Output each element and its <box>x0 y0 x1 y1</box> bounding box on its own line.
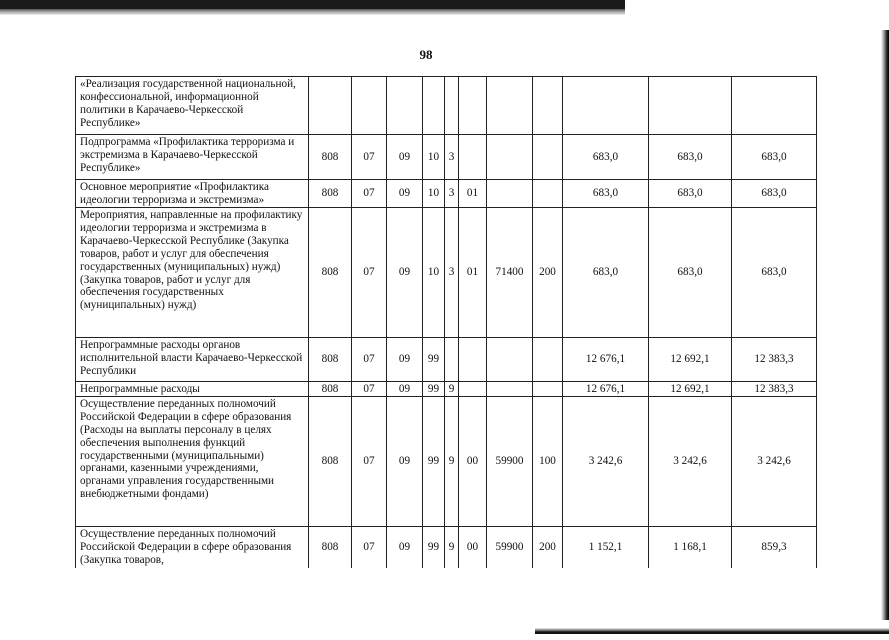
cell-value-2: 1 168,1 <box>649 526 732 568</box>
cell-code-2: 07 <box>352 526 387 568</box>
cell-code-5 <box>445 77 459 135</box>
scan-right-edge <box>881 30 889 620</box>
cell-value-3: 683,0 <box>732 208 817 338</box>
cell-code-7: 71400 <box>487 208 533 338</box>
cell-value-1 <box>563 77 649 135</box>
cell-value-2: 3 242,6 <box>649 396 732 526</box>
row-name: Непрограммные расходы органов исполнительной власти Карачаево-Черкесской Республики <box>76 338 309 382</box>
cell-code-8: 100 <box>533 396 563 526</box>
cell-code-8 <box>533 338 563 382</box>
cell-code-7 <box>487 382 533 397</box>
cell-code-7: 59900 <box>487 396 533 526</box>
cell-code-3: 09 <box>387 135 423 180</box>
cell-code-8 <box>533 77 563 135</box>
table-row <box>76 396 817 526</box>
cell-code-2: 07 <box>352 135 387 180</box>
cell-code-2: 07 <box>352 396 387 526</box>
cell-code-3: 09 <box>387 526 423 568</box>
cell-code-3: 09 <box>387 382 423 397</box>
page-number: 98 <box>419 47 433 62</box>
cell-code-8: 200 <box>533 208 563 338</box>
row-name: Осуществление переданных полномочий Российской Федерации в сфере образования (Расходы на выплаты персоналу в целях обеспечения выполнения функций государственными (муниципальными) органами, казенными учреждениями, органами управления государственными внебюджетными фондами) <box>76 396 309 526</box>
cell-value-3: 12 383,3 <box>732 338 817 382</box>
table-row <box>76 382 817 397</box>
cell-code-6: 01 <box>459 208 487 338</box>
cell-value-2 <box>649 77 732 135</box>
row-name: Непрограммные расходы <box>76 382 309 397</box>
cell-code-7 <box>487 338 533 382</box>
cell-code-4: 10 <box>423 135 445 180</box>
cell-code-6: 00 <box>459 526 487 568</box>
cell-code-1: 808 <box>309 396 352 526</box>
cell-value-1: 1 152,1 <box>563 526 649 568</box>
cell-value-2: 683,0 <box>649 135 732 180</box>
cell-code-4: 99 <box>423 526 445 568</box>
cell-code-7 <box>487 180 533 208</box>
table-row <box>76 180 817 208</box>
cell-value-1: 683,0 <box>563 180 649 208</box>
cell-value-1: 12 676,1 <box>563 382 649 397</box>
cell-code-3: 09 <box>387 208 423 338</box>
table-row <box>76 338 817 382</box>
cell-value-3: 3 242,6 <box>732 396 817 526</box>
table-row <box>76 135 817 180</box>
table-row <box>76 208 817 338</box>
cell-code-8: 200 <box>533 526 563 568</box>
cell-value-1: 683,0 <box>563 208 649 338</box>
cell-value-2: 683,0 <box>649 180 732 208</box>
table-row <box>76 526 817 568</box>
scan-bottom-border <box>535 628 889 634</box>
cell-code-4: 10 <box>423 180 445 208</box>
cell-code-8 <box>533 180 563 208</box>
cell-value-3: 683,0 <box>732 135 817 180</box>
cell-value-2: 683,0 <box>649 208 732 338</box>
cell-value-3 <box>732 77 817 135</box>
cell-code-5: 3 <box>445 180 459 208</box>
cell-code-6: 01 <box>459 180 487 208</box>
cell-value-3: 859,3 <box>732 526 817 568</box>
table-row <box>76 77 817 135</box>
cell-value-1: 12 676,1 <box>563 338 649 382</box>
row-name: Основное мероприятие «Профилактика идеологии терроризма и экстремизма» <box>76 180 309 208</box>
cell-code-7 <box>487 135 533 180</box>
cell-code-5: 9 <box>445 396 459 526</box>
row-name: Подпрограмма «Профилактика терроризма и экстремизма в Карачаево-Черкесской Республике» <box>76 135 309 180</box>
cell-code-6 <box>459 338 487 382</box>
cell-code-7 <box>487 77 533 135</box>
cell-code-4 <box>423 77 445 135</box>
cell-code-3 <box>387 77 423 135</box>
cell-value-1: 3 242,6 <box>563 396 649 526</box>
scan-top-shadow <box>0 9 625 15</box>
cell-code-6: 00 <box>459 396 487 526</box>
cell-code-2: 07 <box>352 338 387 382</box>
cell-code-1: 808 <box>309 382 352 397</box>
cell-code-1: 808 <box>309 208 352 338</box>
cell-code-1: 808 <box>309 135 352 180</box>
cell-code-1 <box>309 77 352 135</box>
cell-value-2: 12 692,1 <box>649 382 732 397</box>
cell-code-4: 99 <box>423 396 445 526</box>
cell-code-5: 9 <box>445 526 459 568</box>
cell-code-6 <box>459 135 487 180</box>
cell-code-1: 808 <box>309 526 352 568</box>
cell-code-4: 99 <box>423 382 445 397</box>
budget-table <box>75 76 817 568</box>
cell-code-3: 09 <box>387 338 423 382</box>
cell-value-2: 12 692,1 <box>649 338 732 382</box>
cell-code-8 <box>533 382 563 397</box>
cell-code-2: 07 <box>352 382 387 397</box>
cell-code-2 <box>352 77 387 135</box>
cell-code-4: 10 <box>423 208 445 338</box>
row-name: «Реализация государственной национальной, конфессиональной, информационной политики в Карачаево-Черкесской Республике» <box>76 77 309 135</box>
cell-value-3: 12 383,3 <box>732 382 817 397</box>
cell-code-1: 808 <box>309 180 352 208</box>
cell-value-3: 683,0 <box>732 180 817 208</box>
cell-code-8 <box>533 135 563 180</box>
cell-code-4: 99 <box>423 338 445 382</box>
row-name: Мероприятия, направленные на профилактику идеологии терроризма и экстремизма в Карачаево-Черкесской Республике (Закупка товаров, работ и услуг для обеспечения государственных (муниципальных) нужд) (Закупка товаров, работ и услуг для обеспечения государственных (муниципальных) нужд) <box>76 208 309 338</box>
cell-code-5 <box>445 338 459 382</box>
cell-code-1: 808 <box>309 338 352 382</box>
cell-code-2: 07 <box>352 180 387 208</box>
cell-code-7: 59900 <box>487 526 533 568</box>
cell-code-6 <box>459 382 487 397</box>
cell-code-5: 9 <box>445 382 459 397</box>
cell-code-3: 09 <box>387 396 423 526</box>
cell-code-3: 09 <box>387 180 423 208</box>
cell-value-1: 683,0 <box>563 135 649 180</box>
cell-code-2: 07 <box>352 208 387 338</box>
row-name: Осуществление переданных полномочий Российской Федерации в сфере образования (Закупка товаров, <box>76 526 309 568</box>
cell-code-5: 3 <box>445 135 459 180</box>
cell-code-5: 3 <box>445 208 459 338</box>
scan-top-border <box>0 0 625 9</box>
cell-code-6 <box>459 77 487 135</box>
